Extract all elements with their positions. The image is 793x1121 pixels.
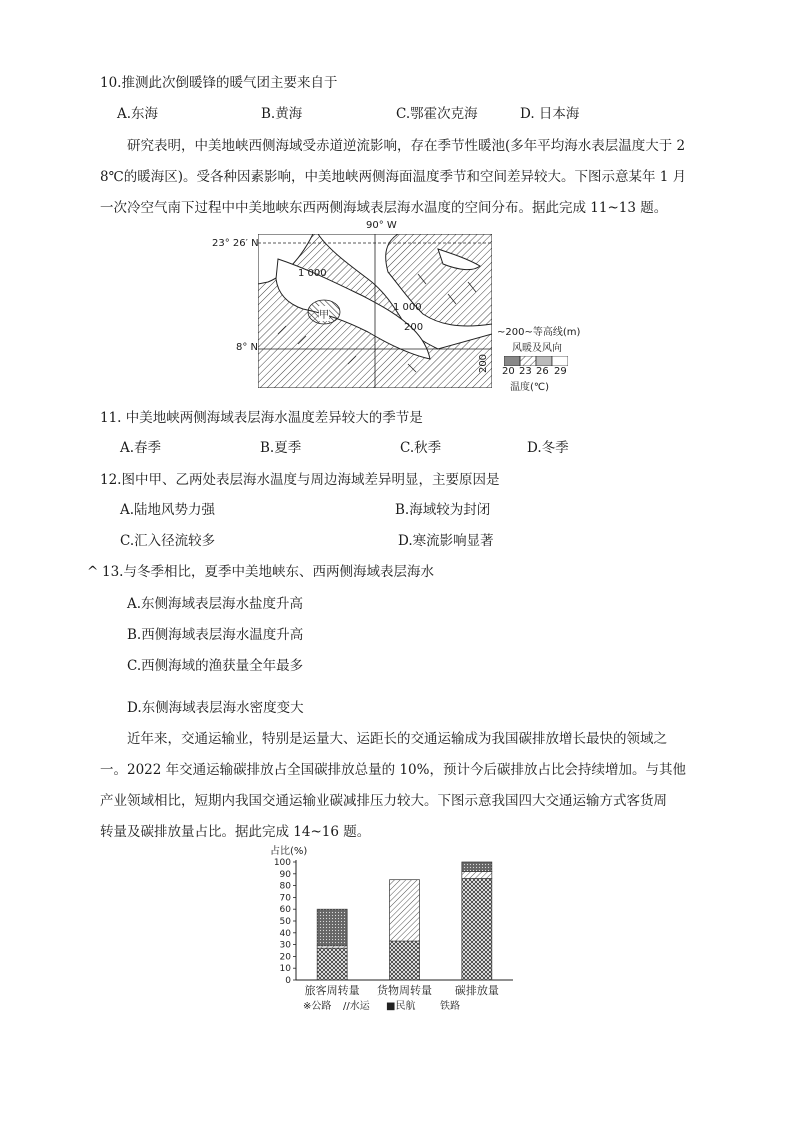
q10-option-c: C.鄂霍次克海	[396, 106, 478, 122]
map-contour-label: 200	[404, 322, 424, 333]
legend-item: ※公路	[303, 1001, 332, 1012]
q10-option-d: D. 日本海	[520, 106, 580, 122]
transport-chart	[268, 842, 518, 1014]
bar-segment-road	[462, 879, 492, 980]
map-longitude-label: 90° W	[366, 220, 397, 231]
q13-option-a: A.东侧海域表层海水盐度升高	[127, 596, 304, 612]
legend-item: //水运	[343, 1001, 370, 1012]
map-contour-label: 200	[478, 353, 490, 374]
y-tick-label: 30	[279, 940, 291, 951]
map-lat-top-label: 23° 26′ N	[212, 238, 259, 249]
bar-segment-water	[317, 946, 347, 948]
transport-chart-svg	[268, 842, 518, 1014]
legend-tick: 23	[519, 366, 532, 377]
legend-contour: ~200~等高线(m)	[497, 327, 581, 338]
legend-tick: 20	[502, 366, 515, 377]
passage2-line2: 一。2022 年交通运输碳排放占全国碳排放总量的 10%，预计今后碳排放占比会持续增加。与其他	[100, 762, 686, 778]
legend-tick: 26	[536, 366, 549, 377]
q10-stem: 10.推测此次倒暖锋的暖气团主要来自于	[100, 75, 338, 91]
bar-segment-road	[390, 941, 420, 980]
q12-option-a: A.陆地风势力强	[120, 502, 216, 518]
bar-segment-air	[462, 862, 492, 871]
q12-stem: 12.图中甲、乙两处表层海水温度与周边海域差异明显，主要原因是	[100, 472, 500, 488]
bar-segment-water	[390, 880, 420, 941]
x-category-label: 碳排放量	[454, 984, 499, 997]
bar-segment-water	[462, 871, 492, 878]
bar-segment-road	[317, 948, 347, 980]
y-tick-label: 20	[279, 952, 291, 963]
passage1-line3: 一次冷空气南下过程中中美地峡东西两侧海域表层海水温度的空间分布。据此完成 11~13 题。	[100, 200, 668, 216]
legend-item: 铁路	[440, 1001, 460, 1012]
passage2-line4: 转量及碳排放量占比。据此完成 14~16 题。	[100, 824, 371, 840]
x-category-label: 旅客周转量	[304, 984, 360, 997]
q13-option-b: B.西侧海域表层海水温度升高	[127, 627, 304, 643]
legend-temp-label: 温度(℃)	[510, 382, 550, 393]
y-tick-label: 50	[279, 917, 291, 927]
q12-option-d: D.寒流影响显著	[398, 533, 494, 549]
y-tick-label: 70	[279, 893, 291, 904]
q12-option-b: B.海域较为封闭	[395, 502, 491, 518]
q10-option-a: A.东海	[117, 106, 159, 122]
legend-tick: 29	[554, 366, 567, 377]
sst-map-figure	[258, 220, 492, 388]
map-place-jia: 甲	[319, 306, 329, 321]
y-tick-label: 90	[279, 869, 291, 880]
passage1-line2: 8℃的暖海区)。受各种因素影响，中美地峡两侧海面温度季节和空间差异较大。下图示意某年 1 月	[100, 169, 687, 185]
y-axis-label: 占比(%)	[270, 846, 308, 857]
q13-stem: 13.与冬季相比，夏季中美地峡东、西两侧海域表层海水	[102, 564, 434, 580]
legend-wind: 风暖及风向	[512, 343, 562, 354]
sst-map-graphic	[258, 234, 492, 388]
q13-option-c: C.西侧海域的渔获量全年最多	[127, 658, 304, 674]
q11-option-d: D.冬季	[527, 440, 569, 456]
q10-option-b: B.黄海	[261, 106, 303, 122]
map-contour-label: 1 000	[298, 268, 327, 279]
q11-option-b: B.夏季	[260, 440, 302, 456]
y-tick-label: 60	[279, 905, 291, 916]
q13-mark: ^	[87, 564, 99, 580]
y-tick-label: 10	[279, 964, 291, 975]
passage2-line3: 产业领域相比，短期内我国交通运输业碳减排压力较大。下图示意我国四大交通运输方式客货周	[100, 793, 667, 809]
map-lat-bottom-label: 8° N	[236, 342, 259, 353]
legend-temp-bar	[504, 356, 568, 366]
q12-option-c: C.汇入径流较多	[120, 533, 216, 549]
bar-segment-air	[317, 909, 347, 946]
legend-item: ■民航	[386, 1001, 416, 1012]
q11-option-a: A.春季	[120, 440, 162, 456]
passage1-line1: 研究表明，中美地峡西侧海域受赤道逆流影响，存在季节性暖池(多年平均海水表层温度大于 2	[127, 138, 686, 154]
q11-option-c: C.秋季	[400, 440, 442, 456]
q11-stem: 11. 中美地峡两侧海域表层海水温度差异较大的季节是	[100, 410, 423, 426]
x-category-label: 货物周转量	[377, 984, 432, 997]
q13-option-d: D.东侧海域表层海水密度变大	[127, 700, 304, 716]
map-contour-label: 1 000	[393, 302, 422, 313]
y-tick-label: 0	[285, 976, 291, 986]
passage2-line1: 近年来，交通运输业，特别是运量大、运距长的交通运输成为我国碳排放增长最快的领域之	[127, 731, 667, 747]
y-tick-label: 40	[279, 928, 291, 939]
y-tick-label: 80	[279, 881, 291, 892]
y-tick-label: 100	[273, 858, 291, 868]
